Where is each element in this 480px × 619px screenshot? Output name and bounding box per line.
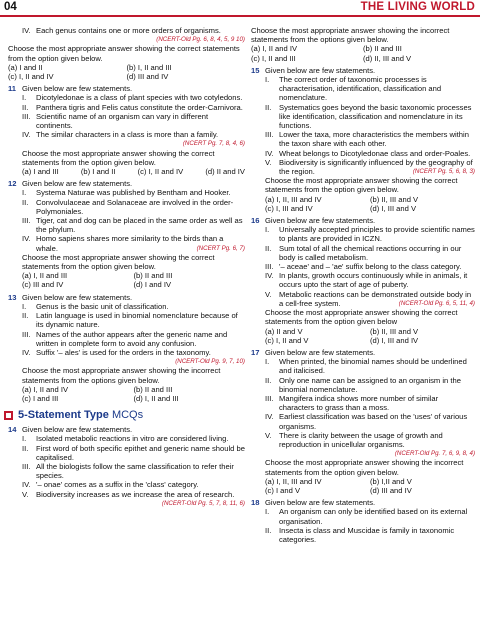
statement: IV. Wheat belongs to Dicotyledonae class and order-Poales. (265, 148, 471, 158)
question-number: 14 (8, 425, 17, 435)
section-title: 5-Statement Type (18, 409, 109, 422)
option-a[interactable]: (a) I and II (8, 62, 43, 72)
option-b[interactable]: (b) II, III and V (370, 326, 419, 336)
statement: III. Tiger, cat and dog can be placed in the same order as well as the phylum. (22, 216, 243, 235)
option-c[interactable]: (c) I, II and IV (137, 167, 184, 177)
statement: IV. Each genus contains one or more orders of organisms. (NCERT-Old Pg. 6, 8, 4, 5, 9 10) (22, 26, 245, 44)
statement: IV. Homo sapiens shares more similarity to the birds than a whale. (NCERT Pg. 6, 7) (22, 234, 245, 253)
option-b[interactable]: (b) I,II and V (370, 476, 412, 486)
statement: II. Convolvulaceae and Solanaceae are involved in the order-Polymoniales. (22, 197, 234, 216)
statement: V. There is clarity between the usage of growth and reproduction in unicellular organisms. (NCERT-Old Pg. 7, 6, 9, 8, 4) (265, 430, 475, 458)
ncert-reference: (NCERT Pg. 6, 7) (196, 244, 245, 252)
right-column (251, 26, 475, 547)
question-number: 11 (8, 84, 17, 94)
question-prompt: Choose the most appropriate answer showing the incorrect statements from the options given below. (251, 26, 450, 45)
option-b[interactable]: (b) II and III (133, 271, 173, 281)
statement: I. Universally accepted principles to provide scientific names to plants are provided in ICZN. (265, 225, 475, 244)
option-a[interactable]: (a) I and III (22, 167, 59, 177)
option-d[interactable]: (d) I, II and III (133, 393, 179, 403)
statement: II. Systematics goes beyond the basic taxonomic processes like identification, classification and nomenclature in its functions. (265, 102, 472, 131)
option-d[interactable]: (d) II and IV (205, 167, 245, 177)
statement: IV. '– onae' comes as a suffix in the 'class' category. (22, 480, 199, 490)
option-c[interactable]: (c) I, III and IV (265, 203, 313, 213)
question-number: 18 (251, 498, 260, 508)
ncert-reference: (NCERT-Old Pg. 7, 6, 9, 8, 4) (394, 450, 475, 458)
option-b[interactable]: (b) I, II and III (126, 62, 172, 72)
question-number: 17 (251, 347, 260, 357)
ncert-reference: (NCERT-Old Pg. 6, 5, 11, 4) (398, 299, 475, 307)
option-d[interactable]: (d) III and IV (370, 485, 412, 495)
ncert-reference: (NCERT-Old Pg. 5, 7, 8, 11, 6) (161, 499, 245, 507)
option-a[interactable]: (a) I, II and III (22, 271, 68, 281)
statement: I. An organism can only be identified based on its external organisation. (265, 507, 468, 526)
question-number: 16 (251, 216, 260, 226)
statement: III. Names of the author appears after the generic name and written in complete form to avoid any confusion. (22, 329, 228, 348)
question-13: 13 Given below are few statements. I. Genus is the basic unit of classification. II. Latin language is used in binomial nomenclature because of its dynamic nature. III. Names of the author appears after the generic name and written in complete form to avoid any confusion. IV. Suffix '– ales' is used for the orders in the taxonomy. (NCERT-Old Pg. 9, 7, 10) Choose the most appropriate answer showing the incorrect statements from the options given below. (a) I, II and IV (b) II and III (c) I and III (d) I, II and III (8, 292, 245, 403)
section-title-suffix: MCQs (111, 409, 144, 422)
question-number: 15 (251, 65, 260, 75)
question-14-continued (251, 26, 475, 63)
statement: I. Systema Naturae was published by Bentham and Hooker. (22, 188, 231, 198)
statement: II. Latin language is used in binomial nomenclature because of its dynamic nature. (22, 311, 238, 330)
statement: V. Biodiversity is significantly influenced by the geography of the region. (NCERT Pg. 5, 6, 8, 3) (265, 157, 475, 177)
question-prompt: Choose the most appropriate answer showing the incorrect statements from the option given below. (265, 458, 464, 477)
options (251, 477, 475, 495)
statement: I. Isolated metabolic reactions in vitro are considered living. (22, 434, 229, 444)
section-heading (4, 409, 245, 421)
option-d[interactable]: (d) I, III and V (370, 203, 417, 213)
option-a[interactable]: (a) I, II and IV (251, 44, 298, 54)
ncert-reference: (NCERT-Old Pg. 9, 7, 10) (175, 358, 245, 366)
chapter-title: THE LIVING WORLD (360, 1, 475, 13)
option-b[interactable]: (b) II and III (133, 384, 173, 394)
statement: III. All the biologists follow the same classification to refer their species. (22, 461, 234, 481)
statement: IV. In plants, growth occurs continuously while in animals, it occurs upto the start of age of puberty. (265, 271, 468, 290)
option-d[interactable]: (d) III and IV (126, 72, 169, 82)
statement: III. '– aceae' and – 'ae' suffix belong to the class category. (265, 262, 462, 272)
statement: II. Only one name can be assigned to an organism in the binomial nomenclature. (265, 375, 461, 394)
option-b[interactable]: (b) I and II (80, 167, 116, 177)
section-box-icon (4, 411, 13, 420)
options (8, 385, 245, 403)
question-10-continued (8, 26, 245, 81)
question-prompt: Choose the most appropriate answer showing the incorrect statements from the options given below. (22, 366, 221, 385)
question-prompt: Choose the most appropriate answer showing the correct statements from the option given below (265, 308, 458, 327)
question-15: 15 Given below are few statements. I. The correct order of taxonomic processes is characterisation, identification, classification and nomenclature. II. Systematics goes beyond the basic taxonomic processes like identification, classification and nomenclature in its functions. III. Lower the taxa, more characteristics the members within the taxon share with each other. IV. Wheat belongs to Dicotyledonae class and order-Poales. V. Biodiversity is significantly influenced by the geography of the region. (NCERT Pg. 5, 6, 8, 3) Choose the most appropriate answer showing the correct statements from the option given below. (a) I, II, III and IV (b) II, III and V (c) I, III and IV (d) I, III and V (251, 65, 475, 213)
options (251, 44, 475, 62)
option-c[interactable]: (c) I and III (22, 393, 59, 403)
option-c[interactable]: (c) III and IV (22, 280, 64, 290)
question-number: 12 (8, 179, 17, 189)
question-prompt: Choose the most appropriate answer showing the correct statements from the option given below. (22, 148, 215, 167)
option-b[interactable]: (b) II and III (363, 44, 402, 54)
option-a[interactable]: (a) I, II, III and IV (265, 476, 322, 486)
statement: II. Panthera tigris and Felis catus constitute the order-Carnivora. (22, 102, 243, 112)
option-b[interactable]: (b) II, III and V (370, 194, 419, 204)
statement: IV. Earliest classification was based on the 'uses' of various organisms. (265, 412, 468, 431)
option-a[interactable]: (a) I, II, III and IV (265, 194, 322, 204)
statement: II. Insecta is class and Muscidae is family in taxonomic categories. (265, 525, 455, 544)
option-d[interactable]: (d) I, III and IV (370, 335, 419, 345)
option-c[interactable]: (c) I, II and IV (8, 72, 54, 82)
page-number: 04 (4, 1, 17, 13)
statement: II. Sum total of all the chemical reactions occurring in our body is called metabolism. (265, 243, 462, 262)
statement: I. Dicotyledonae is a class of plant species with two cotyledons. (22, 93, 243, 103)
options (8, 167, 245, 176)
ncert-reference: (NCERT-Old Pg. 6, 8, 4, 5, 9 10) (156, 36, 245, 44)
option-d[interactable]: (d) I and IV (133, 280, 172, 290)
question-prompt: Choose the most appropriate answer showing the correct statements from the option given below. (8, 44, 240, 63)
question-prompt: Choose the most appropriate answer showing the correct statements from the option given below. (22, 252, 215, 272)
option-a[interactable]: (a) I, II and IV (22, 384, 69, 394)
statement: II. First word of both specific epithet and generic name should be capitalised. (22, 443, 245, 462)
statement: I. The correct order of taxonomic processes is characterisation, identification, classification and nomenclature. (265, 75, 442, 103)
statement: V. Biodiversity increases as we increase the area of research. (NCERT-Old Pg. 5, 7, 8, 11, 6) (22, 489, 245, 507)
statement: III. Scientific name of an organism can vary in different continents. (22, 111, 209, 131)
statement: IV. Suffix '– ales' is used for the orders in the taxonomy. (NCERT-Old Pg. 9, 7, 10) (22, 347, 245, 366)
options (251, 327, 475, 345)
ncert-reference: (NCERT Pg. 5, 6, 8, 3) (412, 168, 475, 176)
statement: III. Lower the taxa, more characteristics the members within the taxon share with each other. (265, 130, 469, 149)
question-11: 11 Given below are few statements. I. Dicotyledonae is a class of plant species with two cotyledons. II. Panthera tigris and Felis catus constitute the order-Carnivora. III. Scientific name of an organism can vary in different continents. IV. The similar characters in a class is more than a family. (NCERT Pg. 7, 8, 4, 6) Choose the most appropriate answer showing the correct statements from the option given below. (a) I and III (b) I and II (c) I, II and IV (d) II and IV (8, 84, 245, 177)
question-prompt: Choose the most appropriate answer showing the correct statements from the option given below. (265, 176, 458, 195)
left-column (8, 26, 245, 511)
question-17: 17 Given below are few statements. I. When printed, the binomial names should be underlined and italicised. II. Only one name can be assigned to an organism in the binomial nomenclature. III. Mangifera indica shows more number of similar characters to grass than a moss. IV. Earliest classification was based on the 'uses' of various organisms. V. There is clarity between the usage of growth and reproduction in unicellular organisms. (NCERT-Old Pg. 7, 6, 9, 8, 4) Choose the most appropriate answer showing the incorrect statements from the option given below. (a) I, II, III and IV (b) I,II and V (c) I and V (d) III and IV (251, 347, 475, 495)
statement: I. When printed, the binomial names should be underlined and italicised. (265, 357, 467, 376)
ncert-reference: (NCERT Pg. 7, 8, 4, 6) (182, 140, 245, 148)
option-c[interactable]: (c) I, II and III (251, 53, 296, 63)
statement: I. Genus is the basic unit of classification. (22, 301, 169, 311)
question-14: 14 Given below are few statements. I. Isolated metabolic reactions in vitro are considered living. II. First word of both specific epithet and generic name should be capitalised. III. All the biologists follow the same classification to refer their species. IV. '– onae' comes as a suffix in the 'class' category. V. Biodiversity increases as we increase the area of research. (NCERT-Old Pg. 5, 7, 8, 11, 6) (8, 425, 245, 507)
option-c[interactable]: (c) I, II and V (265, 335, 309, 345)
option-d[interactable]: (d) II, III and V (363, 53, 412, 63)
statement: III. Mangifera indica shows more number of similar characters to grass than a moss. (265, 393, 439, 413)
option-a[interactable]: (a) II and V (265, 326, 303, 336)
statement: V. Metabolic reactions can be demonstrated outside body in a cell-free system. (NCERT-Old Pg. 6, 5, 11, 4) (265, 289, 475, 308)
statement: IV. The similar characters in a class is more than a family. (NCERT Pg. 7, 8, 4, 6) (22, 130, 245, 148)
header-rule (0, 15, 480, 17)
question-number: 13 (8, 292, 17, 302)
options (8, 63, 245, 81)
question-18: 18 Given below are few statements. I. An organism can only be identified based on its external organisation. II. Insecta is class and Muscidae is family in taxonomic categories. (251, 498, 475, 544)
options (8, 271, 245, 289)
options (251, 195, 475, 213)
option-c[interactable]: (c) I and V (265, 485, 301, 495)
question-12: 12 Given below are few statements. I. Systema Naturae was published by Bentham and Hooker. II. Convolvulaceae and Solanaceae are involved in the order-Polymoniales. III. Tiger, cat and dog can be placed in the same order as well as the phylum. IV. Homo sapiens shares more similarity to the birds than a whale. (NCERT Pg. 6, 7) Choose the most appropriate answer showing the correct statements from the option given below. (a) I, II and III (b) II and III (c) III and IV (d) I and IV (8, 179, 245, 290)
question-16: 16 Given below are few statements. I. Universally accepted principles to provide scientific names to plants are provided in ICZN. II. Sum total of all the chemical reactions occurring in our body is called metabolism. III. '– aceae' and – 'ae' suffix belong to the class category. IV. In plants, growth occurs continuously while in animals, it occurs upto the start of age of puberty. V. Metabolic reactions can be demonstrated outside body in a cell-free system. (NCERT-Old Pg. 6, 5, 11, 4) Choose the most appropriate answer showing the correct statements from the option given below (a) II and V (b) II, III and V (c) I, II and V (d) I, III and IV (251, 216, 475, 345)
